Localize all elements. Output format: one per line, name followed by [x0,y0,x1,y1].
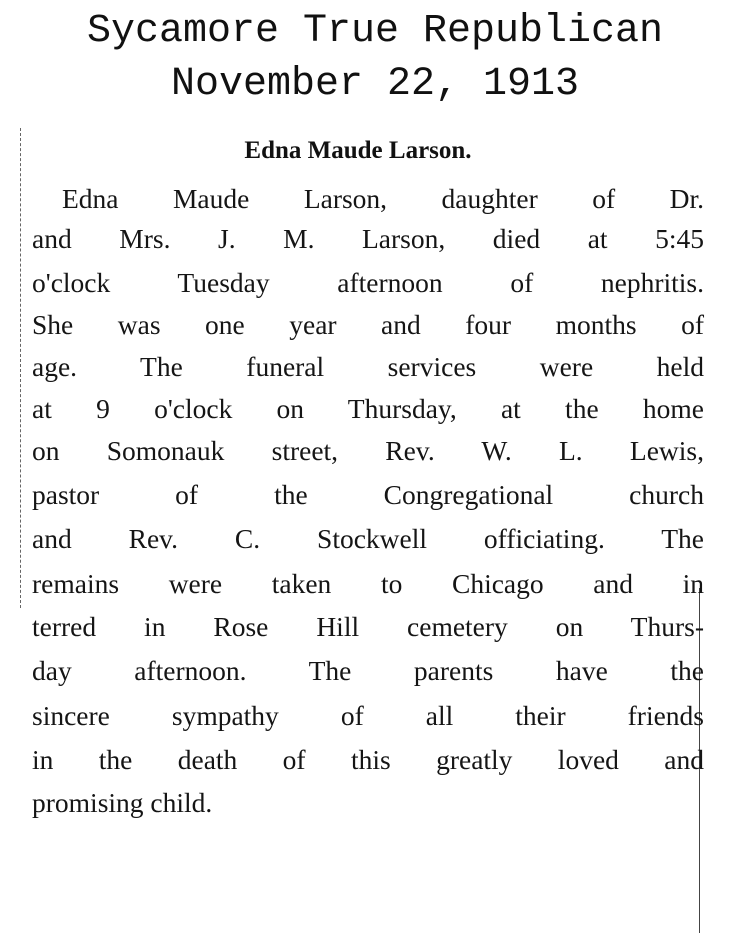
article-line: Edna Maude Larson, daughter of Dr. [62,183,704,214]
newspaper-title: Sycamore True Republican [86,9,664,54]
clipping-left-edge [20,128,21,608]
publication-date: November 22, 1913 [170,62,580,107]
article-line: age. The funeral services were held [32,351,704,382]
article-line: and Rev. C. Stockwell officiating. The [32,523,704,554]
article-line: pastor of the Congregational church [32,479,704,510]
article-line: in the death of this greatly loved and [32,744,704,775]
newspaper-clipping [18,118,704,838]
article-line: sincere sympathy of all their friends [32,700,704,731]
article-line: terred in Rose Hill cemetery on Thurs- [32,611,704,642]
article-line: at 9 o'clock on Thursday, at the home [32,393,704,424]
article-line: and Mrs. J. M. Larson, died at 5:45 [32,223,704,254]
article-line: day afternoon. The parents have the [32,655,704,686]
article-line: on Somonauk street, Rev. W. L. Lewis, [32,435,704,466]
article-line: remains were taken to Chicago and in [32,568,704,599]
article-line: promising child. [32,787,213,818]
article-line: She was one year and four months of [32,309,704,340]
article-line: o'clock Tuesday afternoon of nephritis. [32,267,704,298]
article-headline: Edna Maude Larson. [244,137,472,164]
